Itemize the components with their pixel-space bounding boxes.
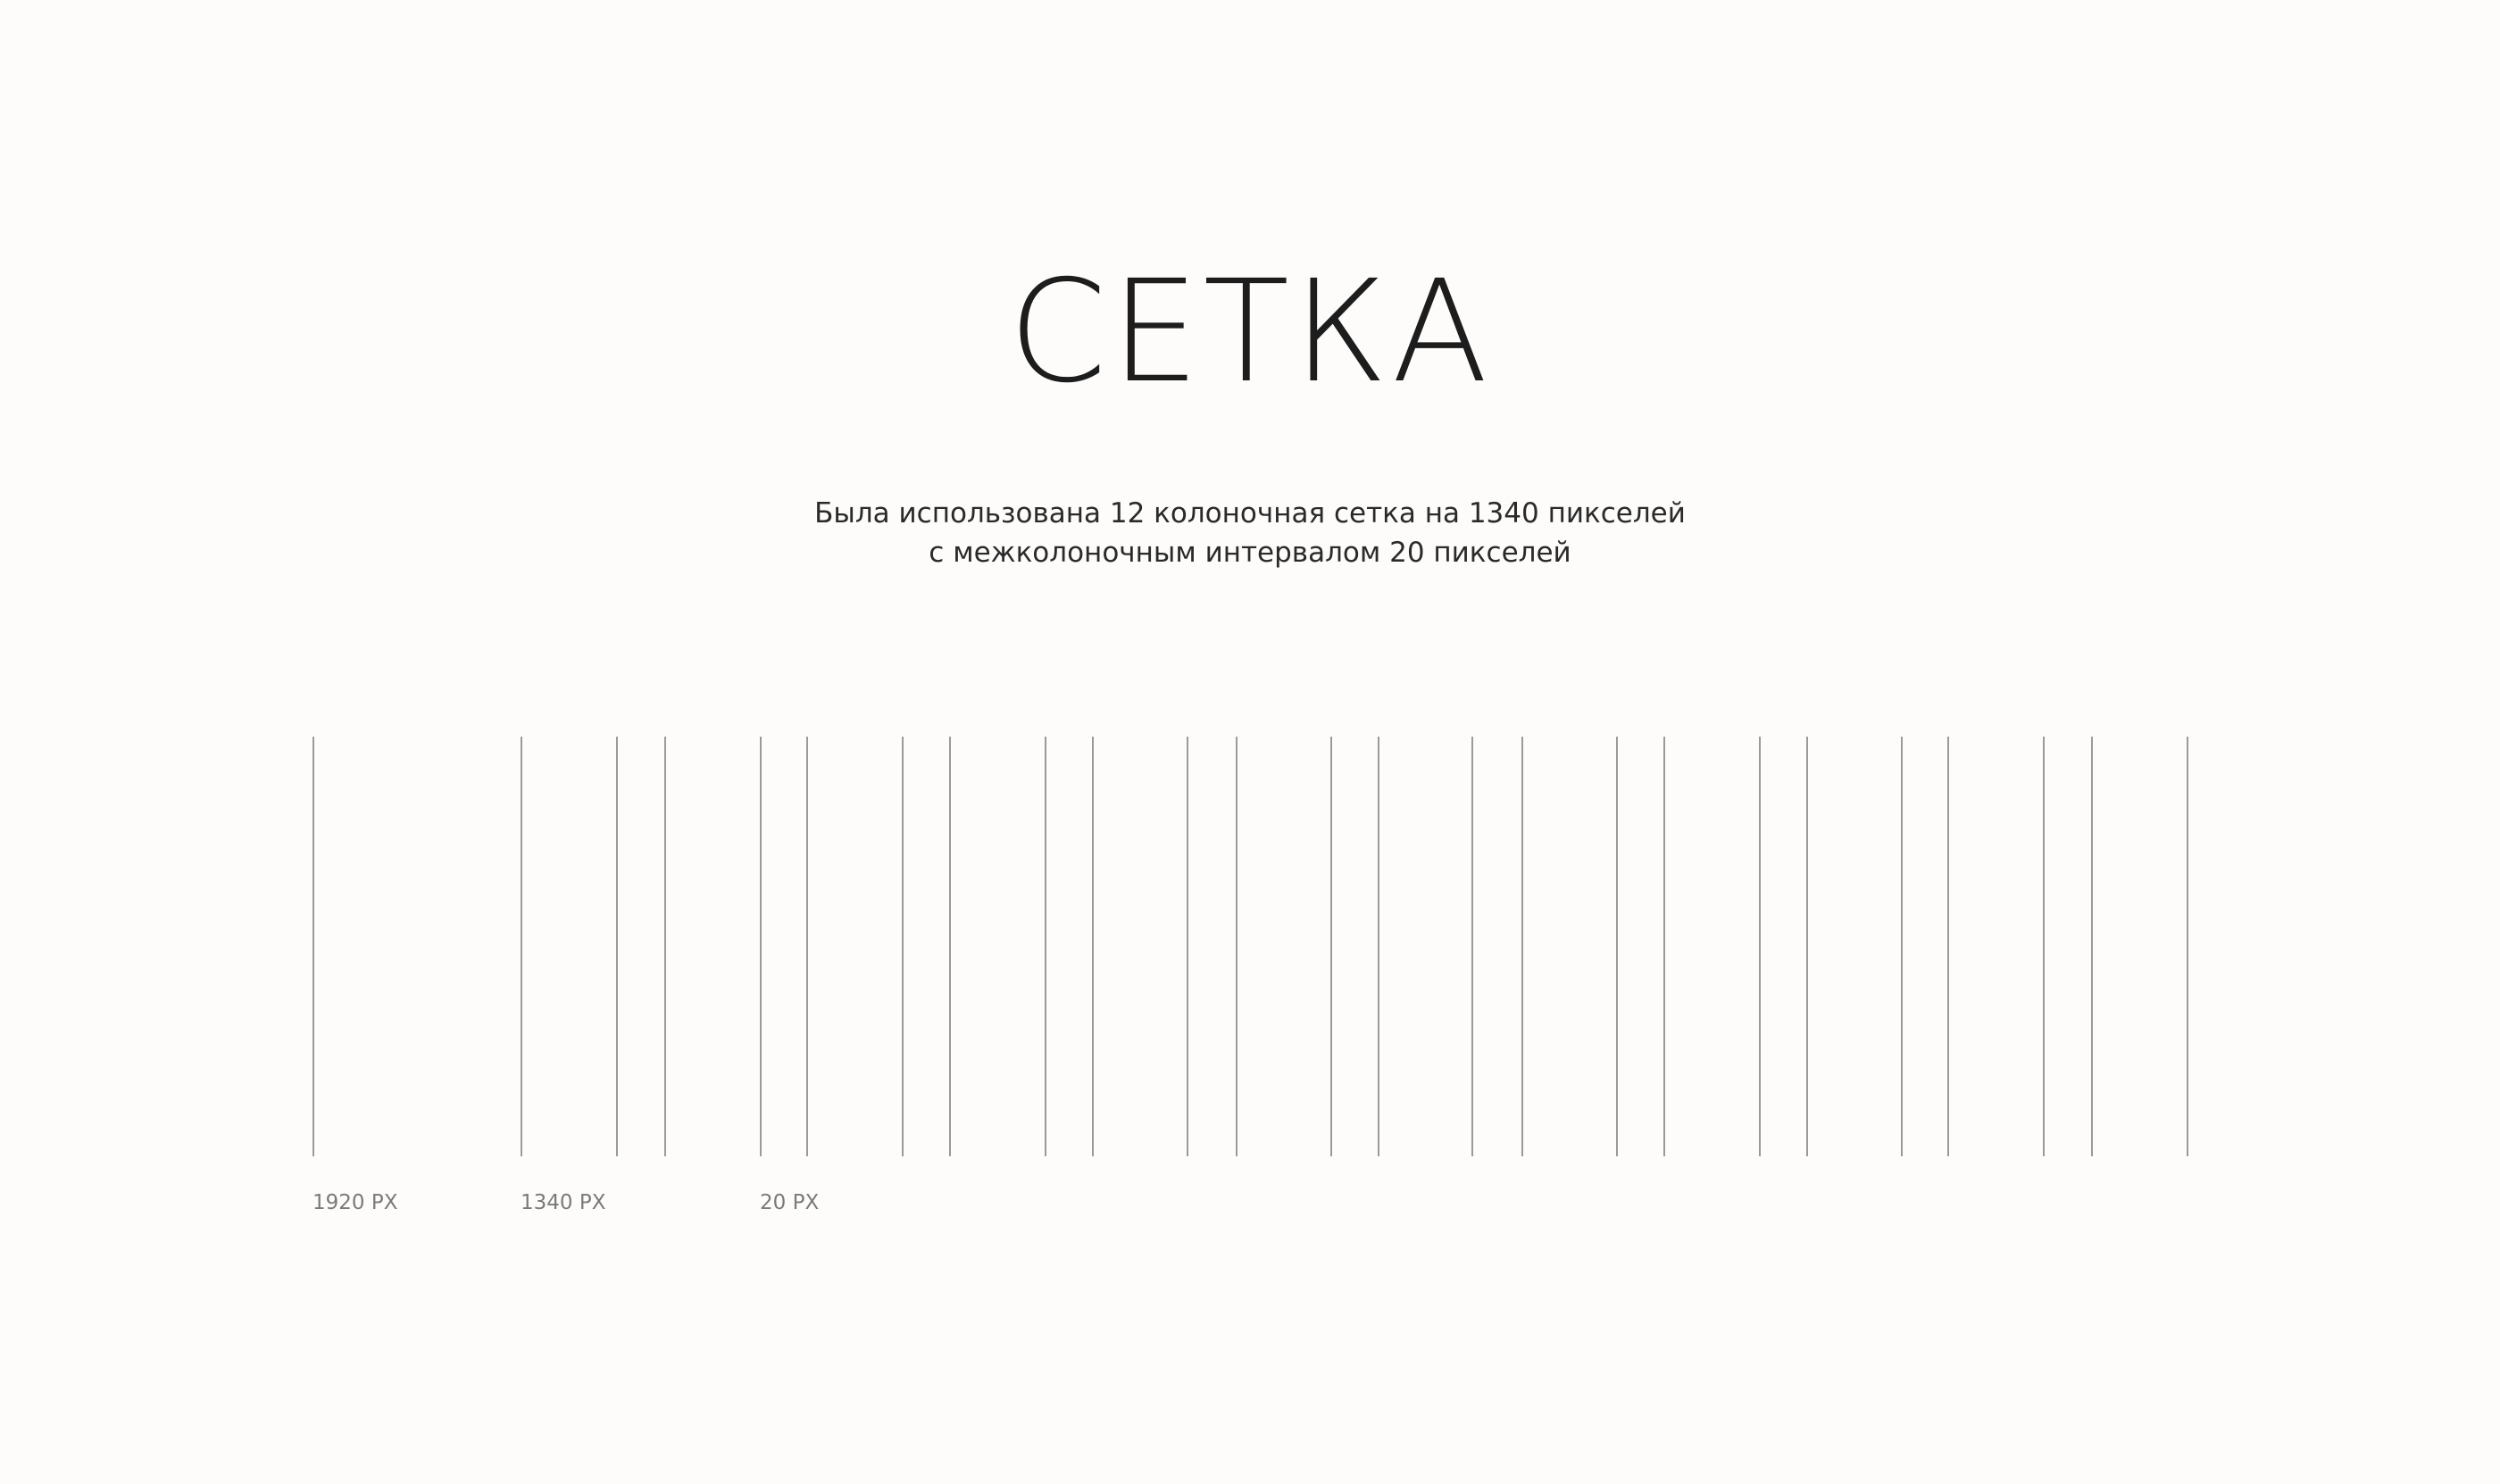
column-6-start-line bbox=[1236, 737, 1238, 1156]
column-9-end-line bbox=[1759, 737, 1761, 1156]
gutter-width-label: 20 PX bbox=[760, 1191, 820, 1214]
column-7-start-line bbox=[1378, 737, 1379, 1156]
column-3-start-line bbox=[806, 737, 808, 1156]
column-8-end-line bbox=[1616, 737, 1618, 1156]
column-4-end-line bbox=[1045, 737, 1046, 1156]
column-11-start-line bbox=[1947, 737, 1949, 1156]
content-width-label: 1340 PX bbox=[521, 1191, 606, 1214]
column-11-end-line bbox=[2043, 737, 2045, 1156]
column-8-start-line bbox=[1521, 737, 1523, 1156]
column-12-start-line bbox=[2091, 737, 2093, 1156]
column-9-start-line bbox=[1663, 737, 1665, 1156]
column-2-start-line bbox=[664, 737, 666, 1156]
grid-description-line-2: с межколоночным интервалом 20 пикселей bbox=[929, 537, 1571, 569]
page-title: СЕТКА bbox=[1008, 250, 1492, 414]
column-10-start-line bbox=[1806, 737, 1808, 1156]
canvas-edge-left-line bbox=[312, 737, 314, 1156]
column-1-start-line bbox=[521, 737, 522, 1156]
column-5-start-line bbox=[1092, 737, 1094, 1156]
canvas-edge-right-line bbox=[2187, 737, 2188, 1156]
column-7-end-line bbox=[1471, 737, 1473, 1156]
column-1-end-line bbox=[616, 737, 618, 1156]
column-10-end-line bbox=[1901, 737, 1903, 1156]
column-6-end-line bbox=[1330, 737, 1332, 1156]
column-5-end-line bbox=[1187, 737, 1188, 1156]
canvas-width-label: 1920 PX bbox=[312, 1191, 398, 1214]
column-2-end-line bbox=[760, 737, 762, 1156]
column-4-start-line bbox=[949, 737, 951, 1156]
grid-description-line-1: Была использована 12 колоночная сетка на 1340 пикселей bbox=[814, 497, 1686, 529]
column-3-end-line bbox=[902, 737, 904, 1156]
